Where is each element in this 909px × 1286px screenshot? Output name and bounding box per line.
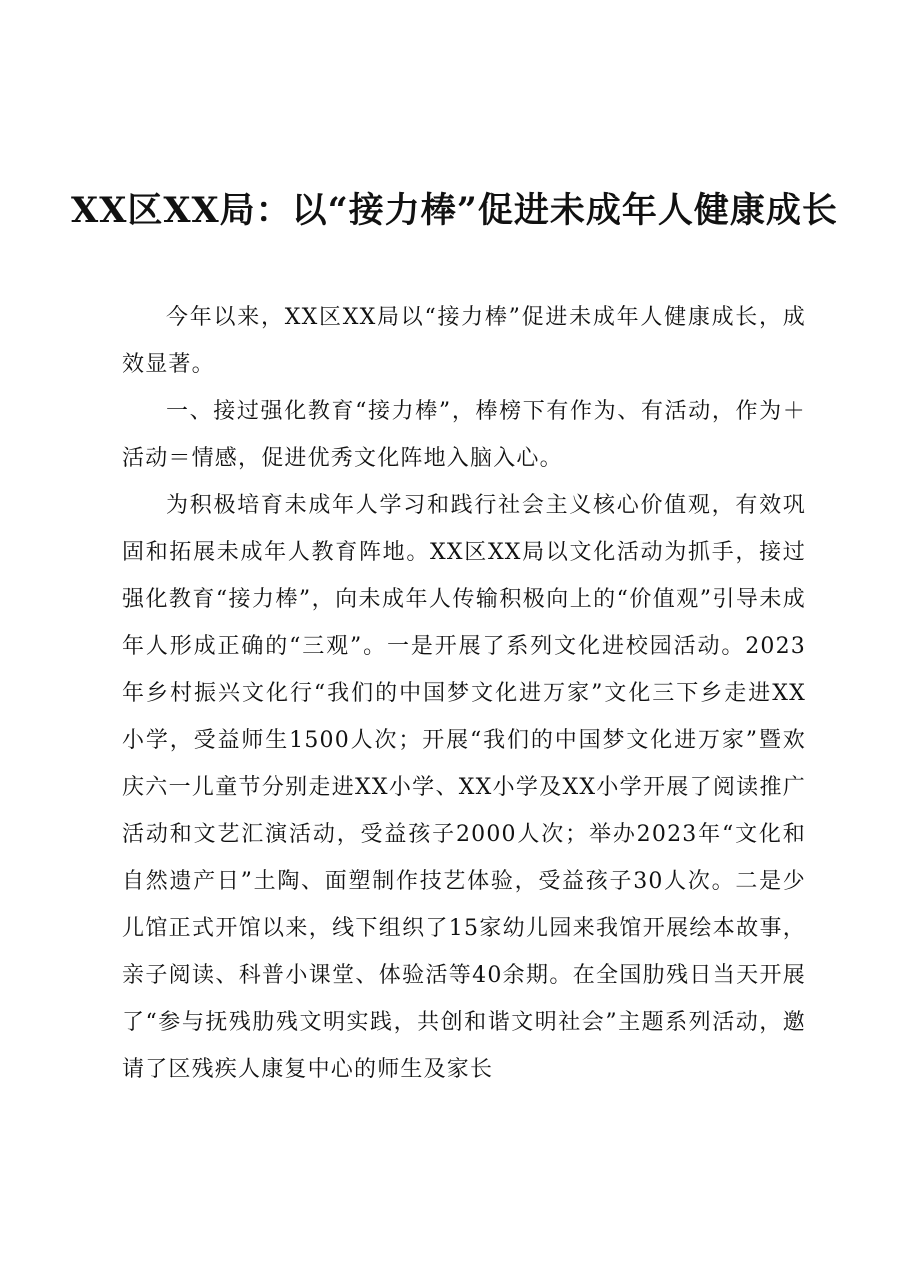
- document-title: XX区XX局：以“接力棒”促进未成年人健康成长: [71, 190, 838, 231]
- paragraph-details: 为积极培育未成年人学习和践行社会主义核心价值观，有效巩固和拓展未成年人教育阵地。XX区XX局以文化活动为抓手，接过强化教育“接力棒”，向未成年人传输积极向上的“价值观”引导未成年人形成正确的“三观”。一是开展了系列文化进校园活动。2023年乡村振兴文化行“我们的中国梦文化进万家”文化三下乡走进XX小学，受益师生1500人次；开展“我们的中国梦文化进万家”暨欢庆六一儿童节分别走进XX小学、XX小学及XX小学开展了阅读推广活动和文艺汇演活动，受益孩子2000人次；举办2023年“文化和自然遗产日”土陶、面塑制作技艺体验，受益孩子30人次。二是少儿馆正式开馆以来，线下组织了15家幼儿园来我馆开展绘本故事，亲子阅读、科普小课堂、体验活等40余期。在全国肋残日当天开展了“参与抚残肋残文明实践，共创和谐文明社会”主题系列活动，邀请了区残疾人康复中心的师生及家长: [122, 493, 806, 1082]
- paragraph-section-heading: 一、接过强化教育“接力棒”，棒榜下有作为、有活动，作为＋活动＝情感，促进优秀文化阵地入脑入心。: [122, 399, 806, 471]
- document-body: [122, 294, 806, 1093]
- paragraph-intro: 今年以来，XX区XX局以“接力棒”促进未成年人健康成长，成效显著。: [122, 305, 806, 377]
